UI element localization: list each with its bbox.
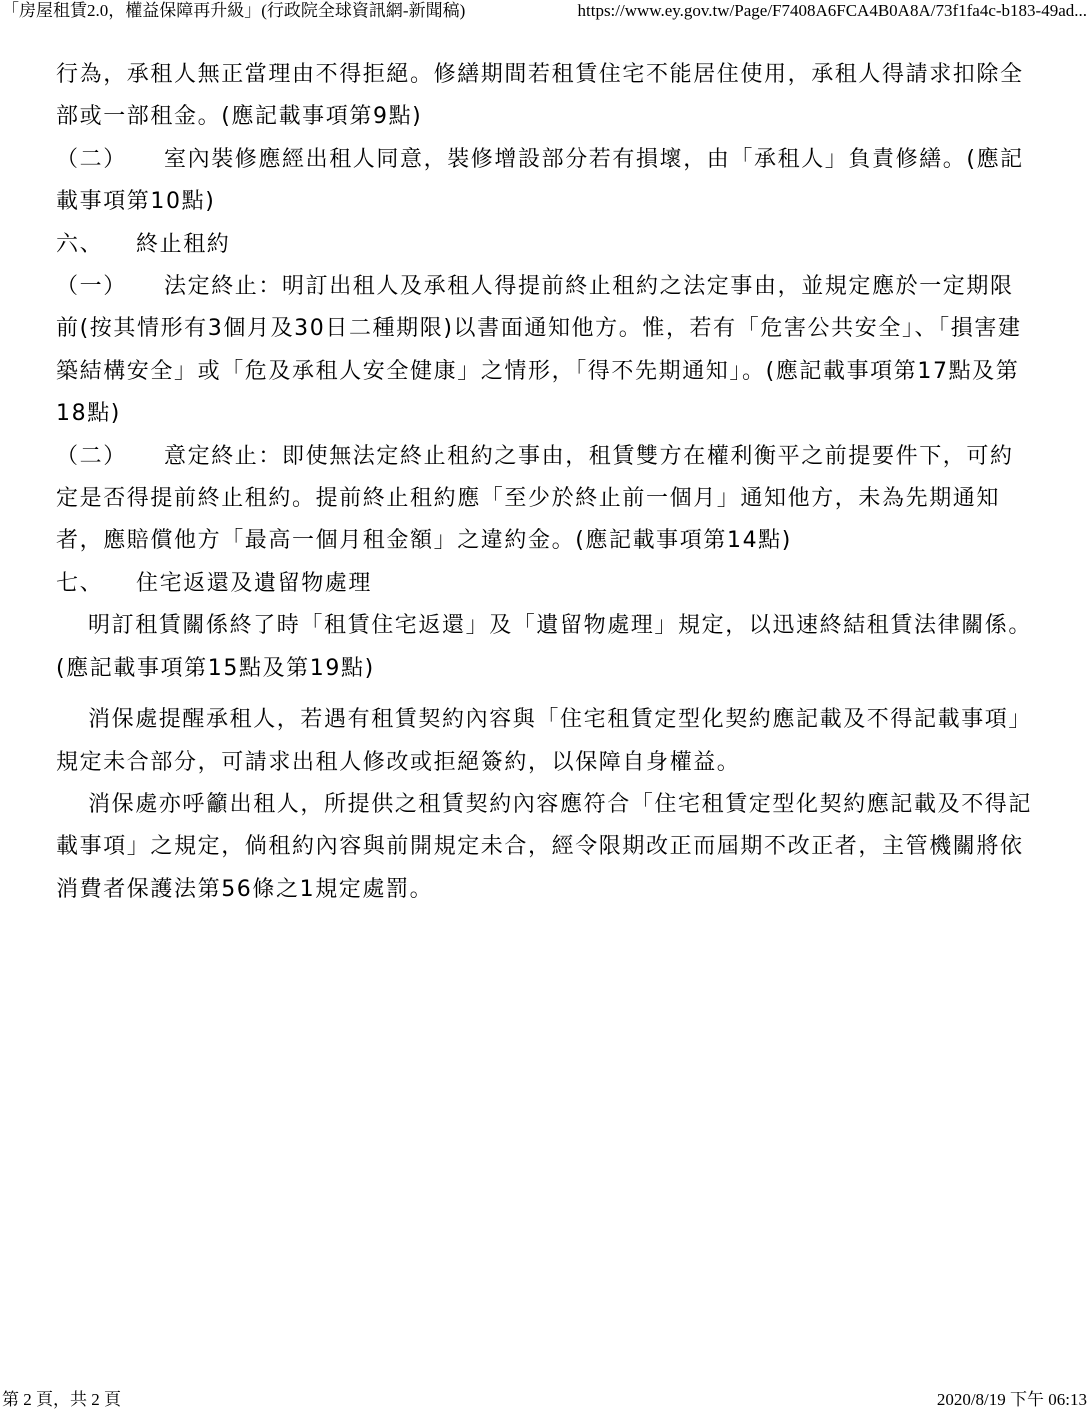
section-heading-return bbox=[56, 563, 1036, 605]
item-statutory-termination bbox=[56, 266, 1036, 436]
section-number: 七、 bbox=[56, 570, 104, 596]
item-text: 法定終止：明訂出租人及承租人得提前終止租約之法定事由，並規定應於一定期限前(按其情形有3個月及30日二種期限)以書面通知他方。惟，若有「危害公共安全」、「損害建築結構安全」或「危及承租人安全健康」之情形，「得不先期通知」。(應記載事項第17點及第18點) bbox=[56, 274, 1022, 427]
print-header bbox=[0, 0, 1090, 24]
item-number: （一） bbox=[56, 274, 127, 300]
item-number: （二） bbox=[56, 443, 127, 469]
paragraph-return-rules: 明訂租賃關係終了時「租賃住宅返還」及「遺留物處理」規定，以迅速終結租賃法律關係。(應記載事項第15點及第19點) bbox=[56, 613, 1033, 681]
section-number: 六、 bbox=[56, 231, 104, 257]
item-text: 室內裝修應經出租人同意，裝修增設部分若有損壞，由「承租人」負責修繕。(應記載事項第10點) bbox=[56, 146, 1024, 215]
item-text: 意定終止：即使無法定終止租約之事由，租賃雙方在權利衡平之前提要件下，可約定是否得提前終止租約。提前終止租約應「至少於終止前一個月」通知他方，未為先期通知者，應賠償他方「最高一個月租金額」之違約金。(應記載事項第14點) bbox=[56, 443, 1014, 554]
print-date: 2020/8/19 下午 06:13 bbox=[936, 1390, 1087, 1409]
article-body bbox=[56, 54, 1036, 911]
paragraph-repair-rent: 行為，承租人無正當理由不得拒絕。修繕期間若租賃住宅不能居住使用，承租人得請求扣除全部或一部租金。(應記載事項第9點) bbox=[56, 62, 1024, 130]
paragraph-tenant-reminder: 消保處提醒承租人，若遇有租賃契約內容與「住宅租賃定型化契約應記載及不得記載事項」規定未合部分，可請求出租人修改或拒絕簽約，以保障自身權益。 bbox=[56, 707, 1033, 775]
print-footer bbox=[0, 1390, 1090, 1410]
source-url: https://www.ey.gov.tw/Page/F7408A6FCA4B0A8A/73f1fa4c-b183-49ad... bbox=[577, 1, 1087, 20]
paragraph-landlord-appeal: 消保處亦呼籲出租人，所提供之租賃契約內容應符合「住宅租賃定型化契約應記載及不得記載事項」之規定，倘租約內容與前開規定未合，經令限期改正而屆期不改正者，主管機關將依消費者保護法第56條之1規定處罰。 bbox=[56, 791, 1033, 902]
item-number: （二） bbox=[56, 146, 127, 172]
section-title: 住宅返還及遺留物處理 bbox=[136, 570, 373, 596]
page-number: 第 2 頁，共 2 頁 bbox=[2, 1390, 121, 1409]
section-title: 終止租約 bbox=[136, 231, 231, 257]
document-title: 「房屋租賃2.0，權益保障再升級」(行政院全球資訊網-新聞稿) bbox=[2, 1, 466, 20]
section-heading-termination bbox=[56, 224, 1036, 266]
item-agreed-termination bbox=[56, 436, 1036, 563]
item-renovation bbox=[56, 139, 1036, 224]
